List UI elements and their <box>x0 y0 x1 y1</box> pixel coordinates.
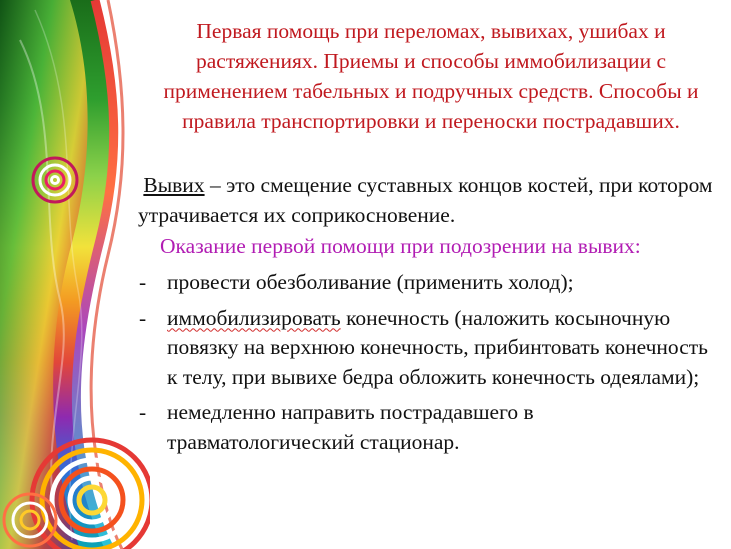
step-text: немедленно направить пострадавшего в травматологический стационар. <box>167 400 534 454</box>
list-item <box>136 304 721 393</box>
list-bullet: - <box>139 270 147 294</box>
step-text: провести обезболивание (применить холод); <box>167 270 574 294</box>
definition-term: Вывих <box>143 173 205 197</box>
first-aid-steps-list <box>136 268 721 463</box>
definition-text: – это смещение суставных концов костей, при котором утрачивается их соприкосновение. <box>138 173 713 227</box>
definition-paragraph <box>138 170 718 230</box>
step-emphasis-spellcheck: иммобилизировать <box>167 305 341 330</box>
step-text: конечность (наложить косыночную повязку на верхнюю конечность, прибинтовать конечность к телу, при вывихе бедра обложить конечность одеялами); <box>167 305 708 389</box>
list-bullet: - <box>139 305 147 330</box>
decorative-swirl-ribbons <box>0 0 150 549</box>
list-bullet: - <box>139 400 147 424</box>
list-item <box>136 398 721 457</box>
first-aid-subheading: Оказание первой помощи при подозрении на вывих: <box>160 234 641 258</box>
list-item <box>136 268 721 298</box>
slide-title: Первая помощь при переломах, вывихах, ушибах и растяжениях. Приемы и способы иммобилизации с применением табельных и подручных средств. Способы и правила транспортировки и переноски пострадавших. <box>163 19 699 133</box>
